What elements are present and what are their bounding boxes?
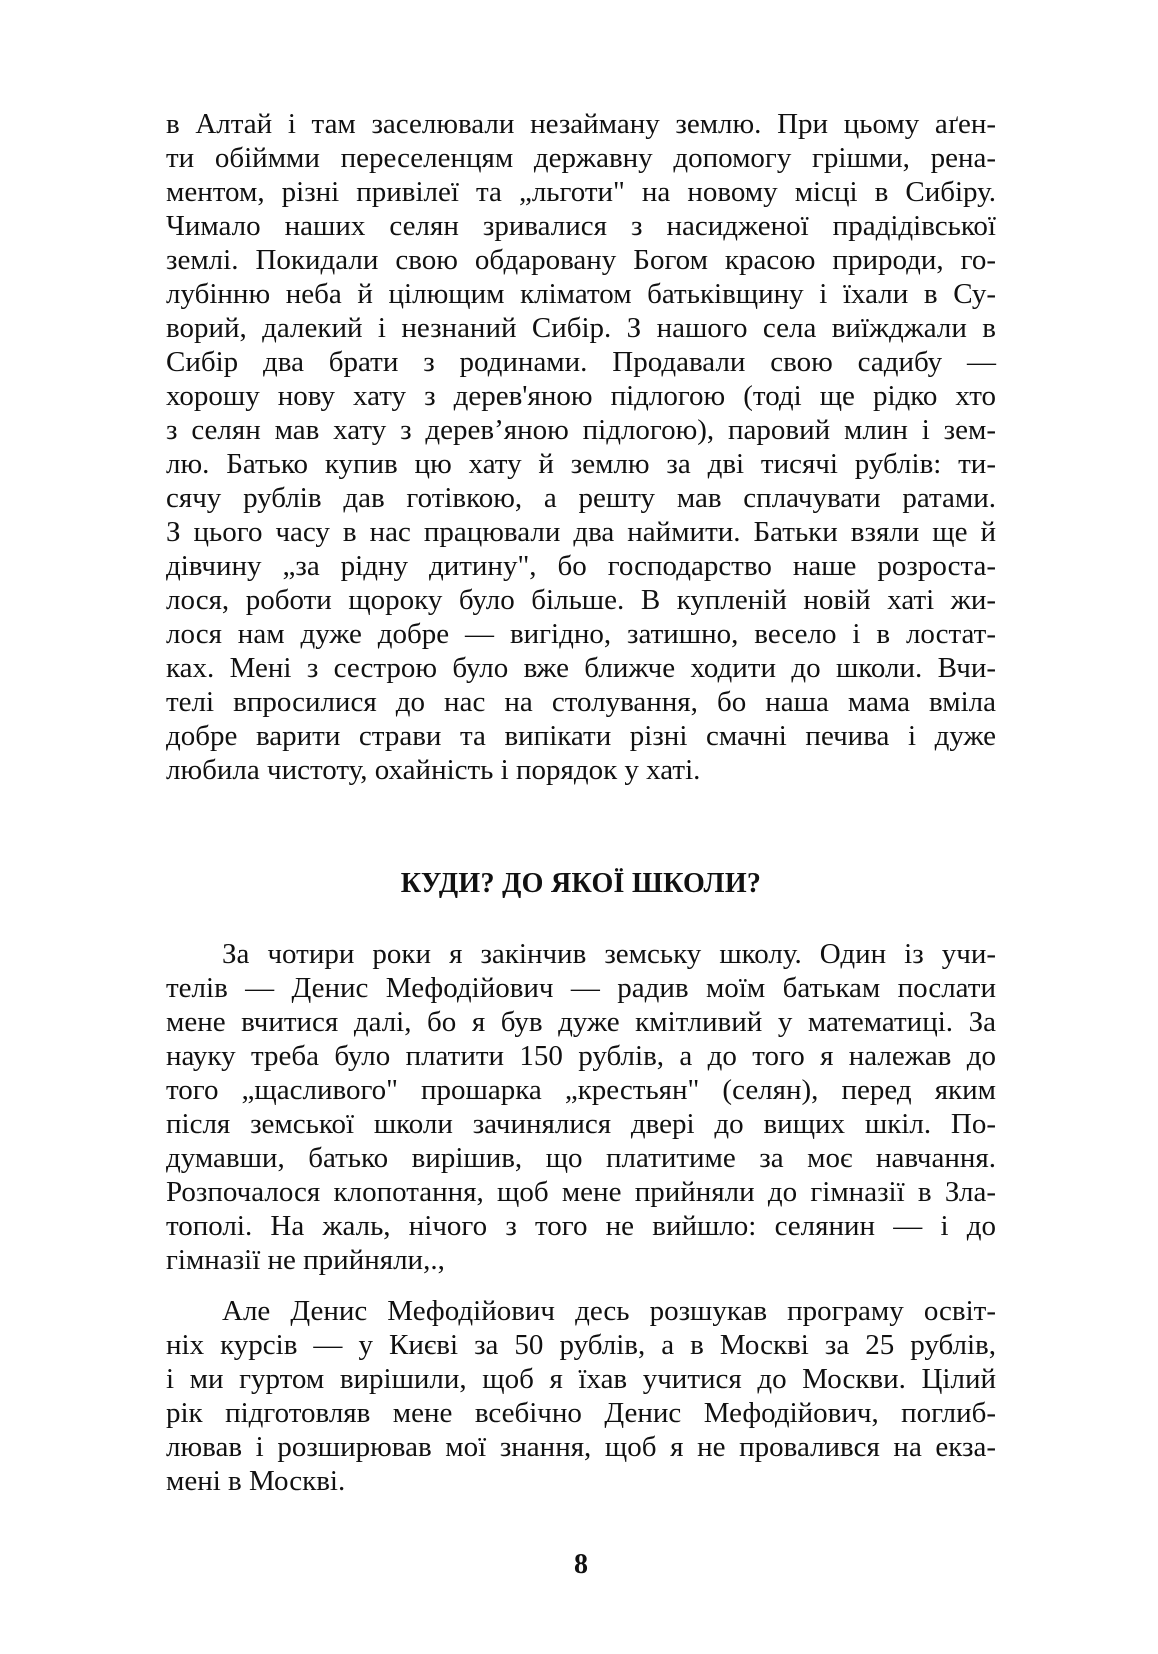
text-line: ти обіймми переселенцям державну допомогу грішми, рена- xyxy=(166,142,996,174)
text-line: тополі. На жаль, нічого з того не вийшло: селянин — і до xyxy=(166,1210,996,1242)
text-line: добре варити страви та випікати різні смачні печива і дуже xyxy=(166,720,996,752)
text-line: науку треба було платити 150 рублів, а до того я належав до xyxy=(166,1040,996,1072)
text-line: лю. Батько купив цю хату й землю за дві тисячі рублів: ти- xyxy=(166,448,996,480)
text-line: гімназії не прийняли,., xyxy=(166,1244,445,1276)
text-line: За чотири роки я закінчив земську школу. Один із учи- xyxy=(222,938,996,970)
text-line: ворий, далекий і незнаний Сибір. З нашого села виїжджали в xyxy=(166,312,996,344)
text-line: того „щасливого" прошарка „крестьян" (селян), перед яким xyxy=(166,1074,996,1106)
text-line: в Алтай і там заселювали незайману землю. При цьому аґен- xyxy=(166,108,996,140)
text-line: мені в Москві. xyxy=(166,1465,346,1497)
text-line: Розпочалося клопотання, щоб мене прийняли до гімназії в Зла- xyxy=(166,1176,996,1208)
text-line: Чимало наших селян зривалися з насидженої прадідівської xyxy=(166,210,996,242)
text-line: лося нам дуже добре — вигідно, затишно, весело і в лостат- xyxy=(166,618,996,650)
text-line: телі впросилися до нас на столування, бо наша мама вміла xyxy=(166,686,996,718)
text-line: лубінню неба й цілющим кліматом батьківщину і їхали в Су- xyxy=(166,278,996,310)
section-heading: КУДИ? ДО ЯКОЇ ШКОЛИ? xyxy=(400,868,762,899)
paragraph-3 xyxy=(166,1294,996,1498)
text-line: телів — Денис Мефодійович — радив моїм батькам послати xyxy=(166,972,996,1004)
text-line: лося, роботи щороку було більше. В купленій новій хаті жи- xyxy=(166,584,996,616)
text-line: рік підготовляв мене всебічно Денис Мефодійович, поглиб- xyxy=(166,1397,996,1429)
text-line: дівчину „за рідну дитину", бо господарство наше розроста- xyxy=(166,550,996,582)
text-line: мене вчитися далі, бо я був дуже кмітливий у математиці. За xyxy=(166,1006,996,1038)
text-line: Сибір два брати з родинами. Продавали свою садибу — xyxy=(166,346,996,378)
page-number: 8 xyxy=(574,1549,588,1580)
paragraph-2 xyxy=(166,937,996,1277)
paragraph-1 xyxy=(166,107,996,787)
text-line: землі. Покидали свою обдаровану Богом красою природи, го- xyxy=(166,244,996,276)
text-line: після земської школи зачинялися двері до вищих шкіл. По- xyxy=(166,1108,996,1140)
text-line: ніх курсів — у Києві за 50 рублів, а в Москві за 25 рублів, xyxy=(166,1329,996,1361)
text-line: хорошу нову хату з дерев'яною підлогою (тоді ще рідко хто xyxy=(166,380,996,412)
text-line: сячу рублів дав готівкою, а решту мав сплачувати ратами. xyxy=(166,482,996,514)
text-line: думавши, батько вирішив, що платитиме за моє навчання. xyxy=(166,1142,996,1174)
text-line: Але Денис Мефодійович десь розшукав програму освіт- xyxy=(222,1295,996,1327)
text-line: і ми гуртом вирішили, щоб я їхав учитися до Москви. Цілий xyxy=(166,1363,996,1395)
text-line: лював і розширював мої знання, щоб я не провалився на екза- xyxy=(166,1431,996,1463)
text-line: З цього часу в нас працювали два наймити. Батьки взяли ще й xyxy=(166,516,996,548)
text-line: ках. Мені з сестрою було вже ближче ходити до школи. Вчи- xyxy=(166,652,996,684)
text-line: з селян мав хату з дерев’яною підлогою), паровий млин і зем- xyxy=(166,414,996,446)
text-line: ментом, різні привілеї та „льготи" на новому місці в Сибіру. xyxy=(166,176,996,208)
text-line: любила чистоту, охайність і порядок у хаті. xyxy=(166,754,701,786)
